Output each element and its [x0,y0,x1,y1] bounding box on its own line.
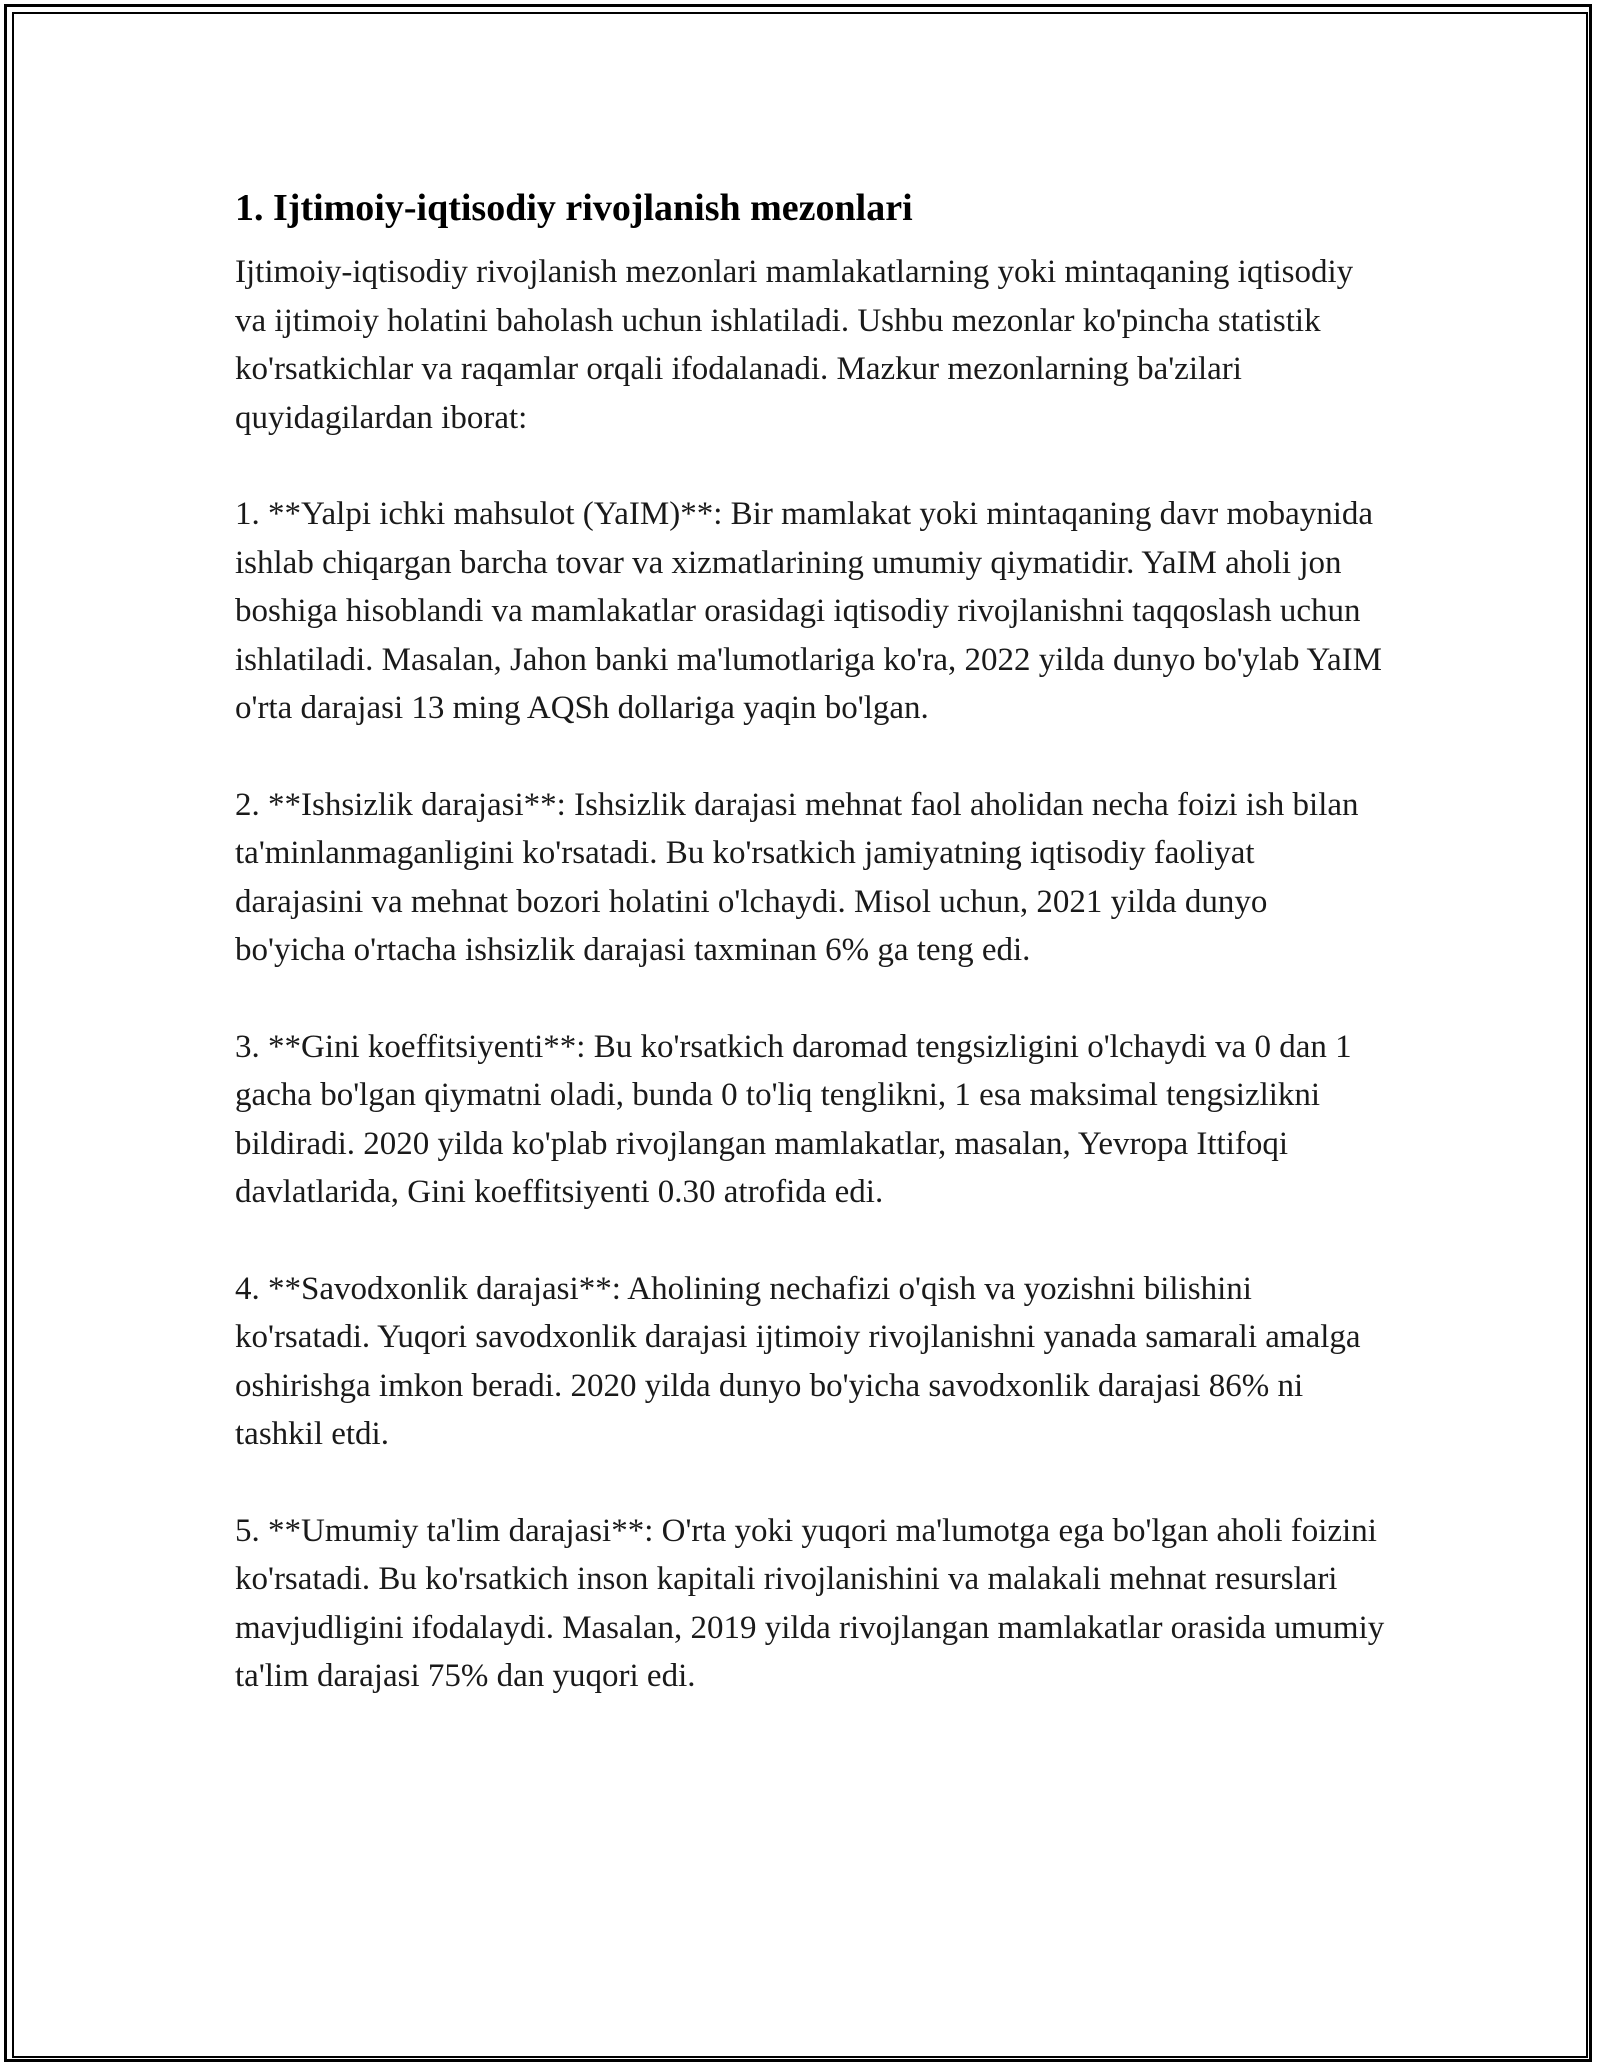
criterion-literacy: 4. **Savodxonlik darajasi**: Aholining nechafizi o'qish va yozishni bilishini ko'rsatadi. Yuqori savodxonlik darajasi ijtimoiy rivojlanishni yanada samarali amalga oshirishga imkon beradi. 2020 yilda dunyo bo'yicha savodxonlik darajasi 86% ni tashkil etdi. [235,1270,1361,1452]
intro-paragraph: Ijtimoiy-iqtisodiy rivojlanish mezonlari mamlakatlarning yoki mintaqaning iqtisodiy va ijtimoiy holatini baholash uchun ishlatiladi. Ushbu mezonlar ko'pincha statistik ko'rsatkichlar va raqamlar orqali ifodalanadi. Mazkur mezonlarning ba'zilari quyidagilardan iborat: [235,254,1354,436]
criterion-unemployment: 2. **Ishsizlik darajasi**: Ishsizlik darajasi mehnat faol aholidan necha foizi ish bilan ta'minlanmaganligini ko'rsatadi. Bu ko'rsatkich jamiyatning iqtisodiy faoliyat darajasini va mehnat bozori holatini o'lchaydi. Misol uchun, 2021 yilda dunyo bo'yicha o'rtacha ishsizlik darajasi taxminan 6% ga teng edi. [235,786,1359,968]
criterion-gdp: 1. **Yalpi ichki mahsulot (YaIM)**: Bir mamlakat yoki mintaqaning davr mobaynida ishlab chiqargan barcha tovar va xizmatlarining umumiy qiymatidir. YaIM aholi jon boshiga hisoblandi va mamlakatlar orasidagi iqtisodiy rivojlanishni taqqoslash uchun ishlatiladi. Masalan, Jahon banki ma'lumotlariga ko'ra, 2022 yilda dunyo bo'ylab YaIM o'rta darajasi 13 ming AQSh dollariga yaqin bo'lgan. [235,496,1382,726]
criterion-gini: 3. **Gini koeffitsiyenti**: Bu ko'rsatkich daromad tengsizligini o'lchaydi va 0 dan 1 gacha bo'lgan qiymatni oladi, bunda 0 to'liq tenglikni, 1 esa maksimal tengsizlikni bildiradi. 2020 yilda ko'plab rivojlangan mamlakatlar, masalan, Yevropa Ittifoqi davlatlarida, Gini koeffitsiyenti 0.30 atrofida edi. [235,1028,1352,1210]
document-body [235,184,1385,1749]
criterion-education: 5. **Umumiy ta'lim darajasi**: O'rta yoki yuqori ma'lumotga ega bo'lgan aholi foizini ko'rsatadi. Bu ko'rsatkich inson kapitali rivojlanishini va malakali mehnat resurslari mavjudligini ifodalaydi. Masalan, 2019 yilda rivojlangan mamlakatlar orasida umumiy ta'lim darajasi 75% dan yuqori edi. [235,1512,1385,1694]
section-title: 1. Ijtimoiy-iqtisodiy rivojlanish mezonlari [235,187,913,229]
